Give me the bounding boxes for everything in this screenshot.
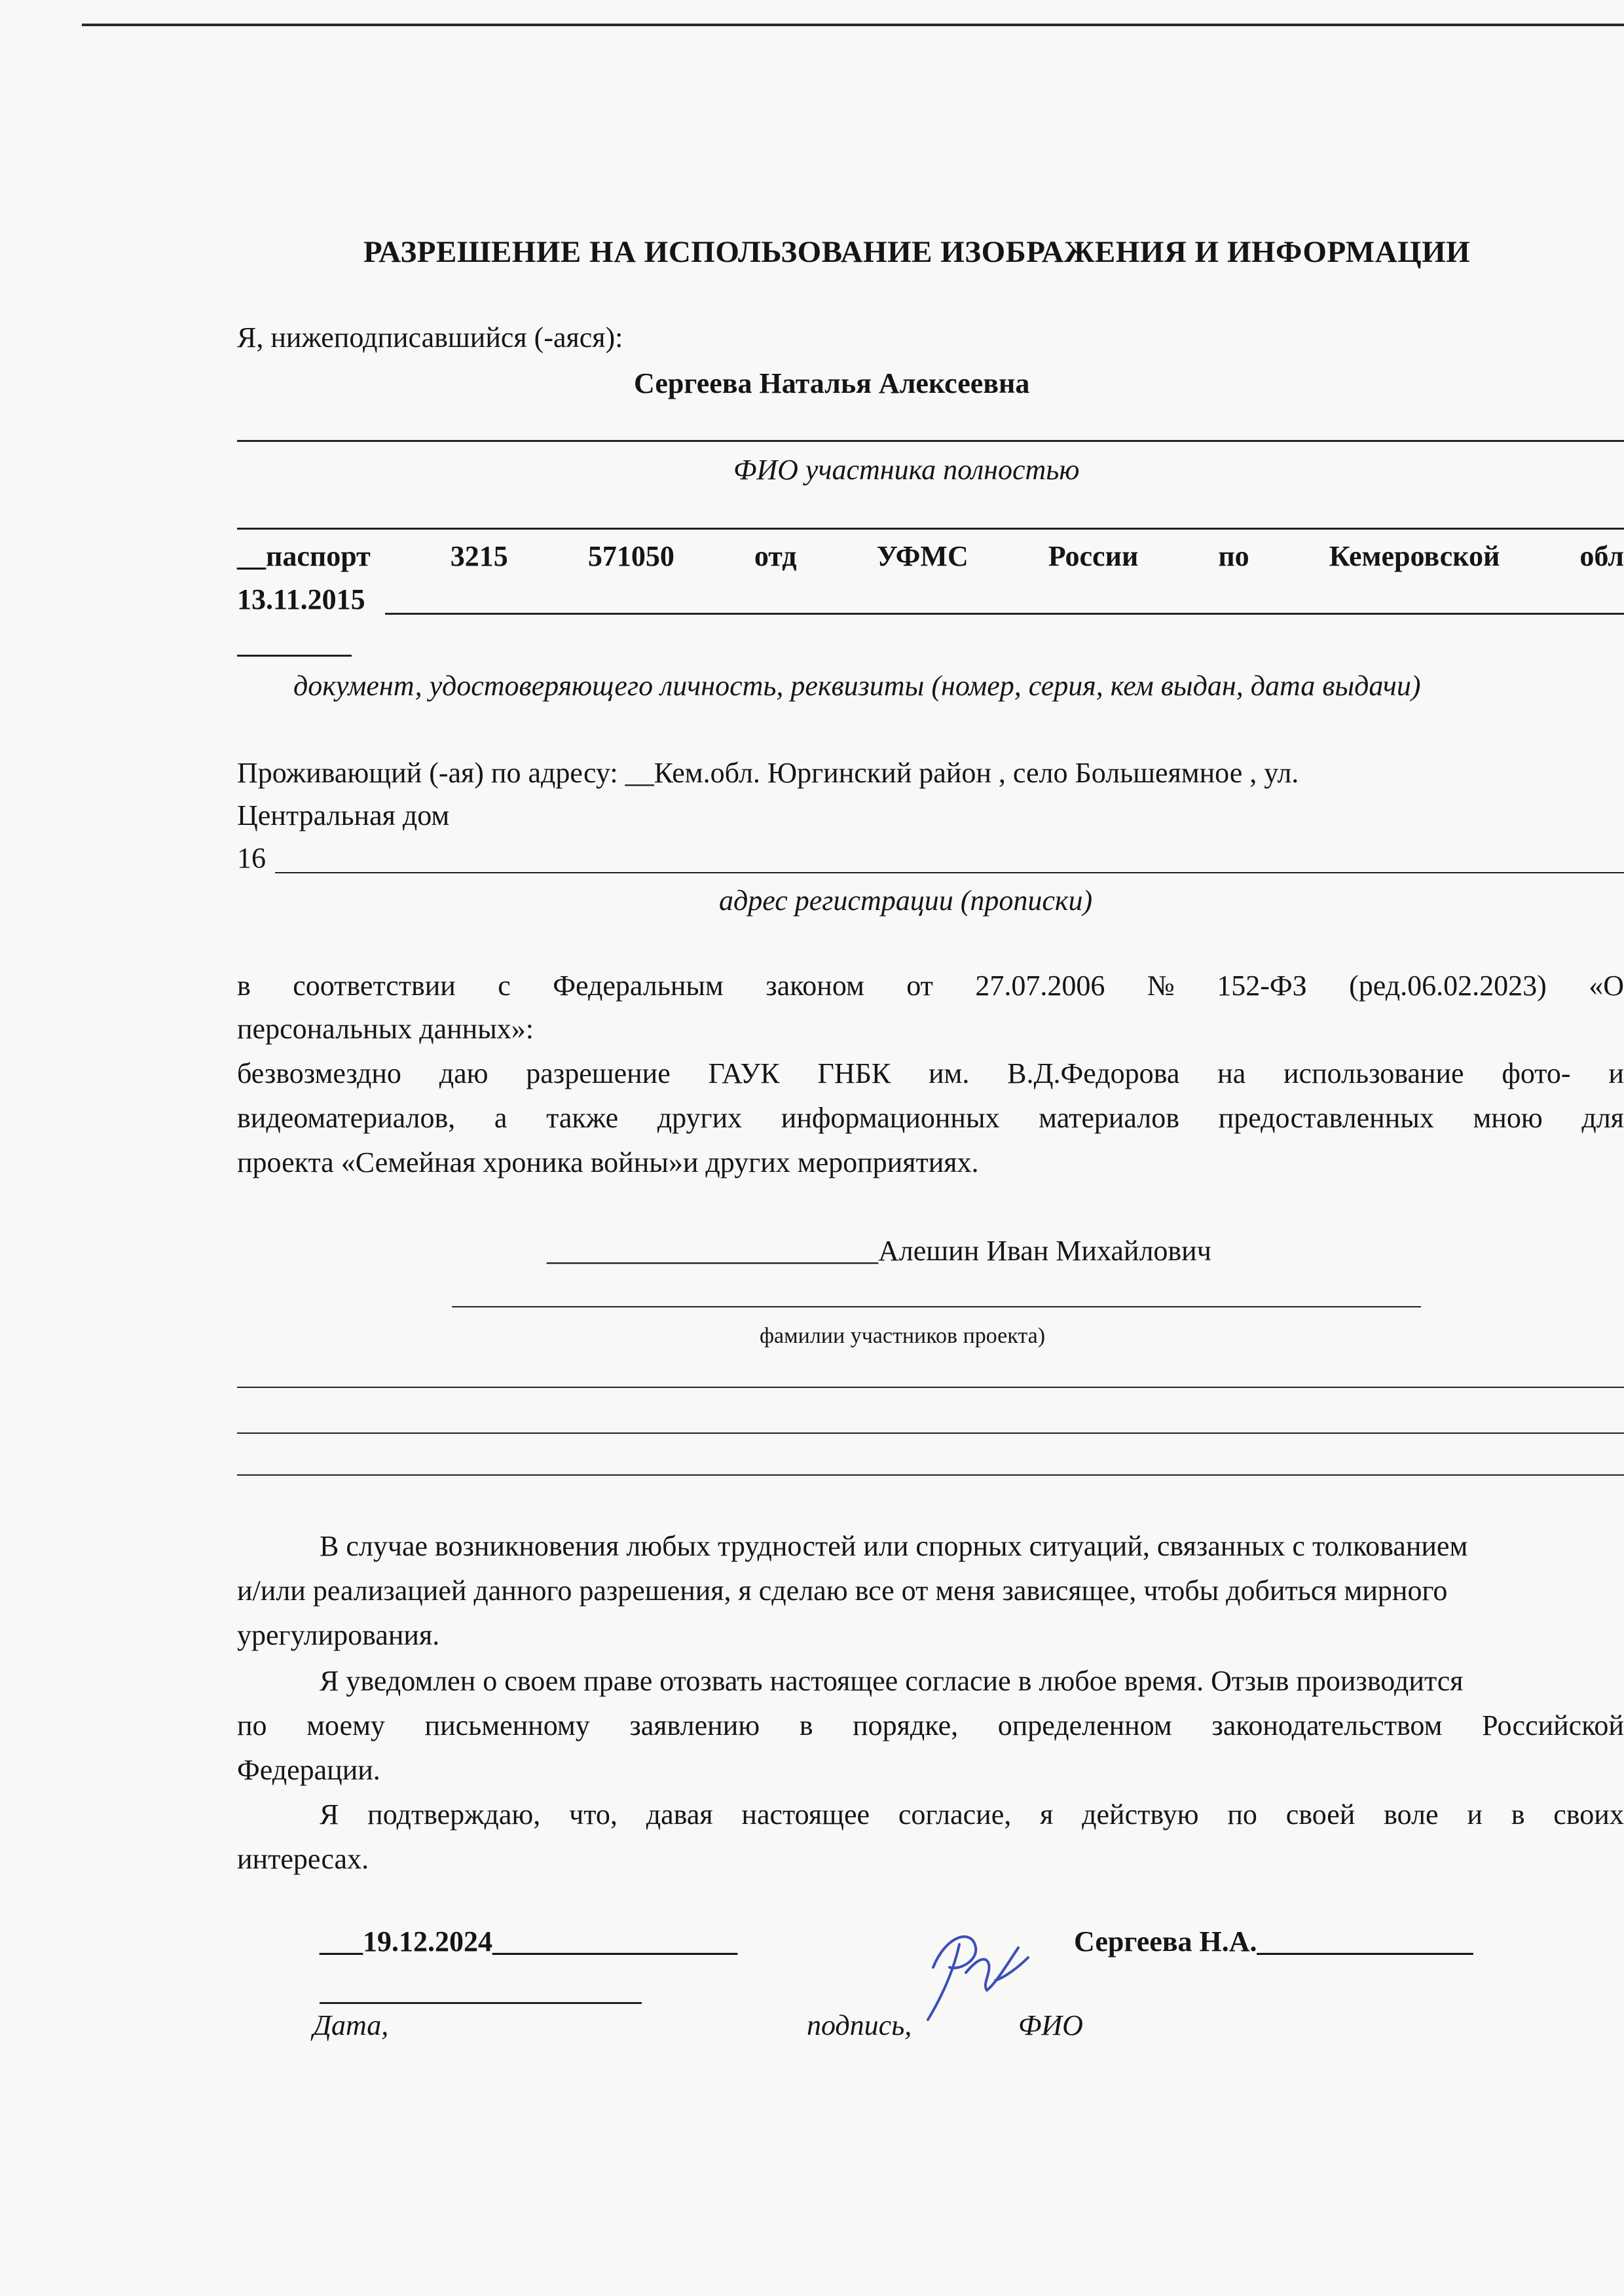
- law-word: (ред.06.02.2023): [1349, 970, 1547, 1002]
- permission-word: В.Д.Федорова: [1007, 1057, 1180, 1089]
- paragraph-word: заявлению: [629, 1709, 760, 1741]
- participants-underline: [452, 1306, 1421, 1307]
- sign-name: Сергеева Н.А._______________: [1074, 1925, 1473, 1958]
- passport-underline: [385, 613, 1624, 615]
- permission-word: других: [657, 1102, 743, 1134]
- caption-fio: ФИО участника полностью: [733, 454, 1080, 486]
- permission-line-3: проекта «Семейная хроника войны»и других мероприятиях.: [237, 1146, 979, 1178]
- paragraph-word: Я: [320, 1798, 339, 1831]
- paragraph-word: и: [1467, 1798, 1483, 1831]
- fio-underline: [237, 440, 1624, 442]
- passport-series: 3215: [450, 540, 508, 572]
- paragraph-word: действую: [1082, 1798, 1199, 1831]
- permission-word: для: [1581, 1102, 1624, 1134]
- permission-word: разрешение: [526, 1057, 671, 1089]
- sign-date: ___19.12.2024_________________: [320, 1925, 737, 1958]
- permission-word: и: [1608, 1057, 1624, 1089]
- paragraph-3-line-1: [320, 1798, 1624, 1831]
- signature-stroke: [928, 1937, 1028, 2020]
- paragraph-word: по: [237, 1709, 267, 1741]
- permission-word: даю: [439, 1057, 489, 1089]
- passport-word: отд: [754, 540, 797, 572]
- separator-line: [237, 528, 1624, 530]
- permission-word: безвозмездно: [237, 1057, 401, 1089]
- permission-word: предоставленных: [1218, 1102, 1434, 1134]
- paragraph-word: я: [1040, 1798, 1054, 1831]
- label-fio: ФИО: [1018, 2009, 1083, 2041]
- paragraph-word: в: [799, 1709, 813, 1741]
- law-word: 152-ФЗ: [1217, 970, 1307, 1002]
- paragraph-word: Российской: [1482, 1709, 1624, 1741]
- paragraph-word: что,: [569, 1798, 618, 1831]
- blank-line-2: [237, 1432, 1624, 1434]
- paragraph-word: воле: [1384, 1798, 1439, 1831]
- participant-name: Сергеева Наталья Алексеевна: [634, 367, 1030, 399]
- permission-word: ГАУК: [708, 1057, 780, 1089]
- paragraph-2-line-3: Федерации.: [237, 1754, 380, 1786]
- law-word: с: [498, 970, 511, 1002]
- paragraph-word: своей: [1285, 1798, 1356, 1831]
- permission-word: материалов: [1039, 1102, 1180, 1134]
- passport-line: [237, 539, 1624, 573]
- blank-line-3: [237, 1474, 1624, 1476]
- caption-address: адрес регистрации (прописки): [719, 884, 1093, 917]
- permission-word: видеоматериалов,: [237, 1102, 456, 1134]
- paragraph-word: определенном: [997, 1709, 1172, 1741]
- law-word: законом: [766, 970, 864, 1002]
- law-word: соответствии: [293, 970, 456, 1002]
- paragraph-word: по: [1227, 1798, 1257, 1831]
- paragraph-2-line-1: Я уведомлен о своем праве отозвать настоящее согласие в любое время. Отзыв производится: [320, 1665, 1464, 1697]
- paragraph-word: подтверждаю,: [367, 1798, 541, 1831]
- paragraph-1-line-3: урегулирования.: [237, 1619, 440, 1651]
- law-word: в: [237, 970, 251, 1002]
- caption-document: документ, удостоверяющего личность, реквизиты (номер, серия, кем выдан, дата выдачи): [293, 670, 1421, 702]
- permission-word: использование: [1283, 1057, 1464, 1089]
- blank-line-1: [237, 1387, 1624, 1388]
- paragraph-word: давая: [646, 1798, 713, 1831]
- paragraph-word: моему: [306, 1709, 385, 1741]
- permission-word: мною: [1473, 1102, 1543, 1134]
- scan-edge-line: [82, 24, 1624, 26]
- caption-participants: фамилии участников проекта): [760, 1324, 1046, 1348]
- project-participant: _______________________Алешин Иван Михайлович: [547, 1235, 1211, 1267]
- passport-date: 13.11.2015: [237, 583, 365, 615]
- permission-word: информационных: [781, 1102, 1000, 1134]
- passport-underline-short: [237, 655, 352, 657]
- law-line-2: персональных данных»:: [237, 1013, 534, 1045]
- passport-word: __паспорт: [237, 540, 371, 572]
- paragraph-word: своих: [1553, 1798, 1624, 1831]
- paragraph-3-line-2: интересах.: [237, 1843, 369, 1875]
- paragraph-word: порядке,: [853, 1709, 959, 1741]
- law-word: «О: [1589, 970, 1624, 1002]
- address-underline: [275, 872, 1624, 873]
- paragraph-word: согласие,: [898, 1798, 1012, 1831]
- permission-word: на: [1217, 1057, 1246, 1089]
- address-line-2: Центральная дом: [237, 799, 450, 831]
- law-word: 27.07.2006: [975, 970, 1105, 1002]
- paragraph-word: законодательством: [1211, 1709, 1443, 1741]
- law-line-1: [237, 969, 1624, 1002]
- paragraph-1-line-2: и/или реализацией данного разрешения, я сделаю все от меня зависящее, чтобы добиться мирного: [237, 1575, 1448, 1607]
- paragraph-2-line-2: [237, 1709, 1624, 1742]
- passport-word: УФМС: [876, 540, 969, 572]
- address-line-1: Проживающий (-ая) по адресу: __Кем.обл. Юргинский район , село Большеямное , ул.: [237, 757, 1299, 789]
- date-underline: [320, 2002, 642, 2004]
- passport-word: обл: [1579, 540, 1624, 572]
- label-signature: подпись,: [807, 2009, 912, 2041]
- paragraph-1-line-1: В случае возникновения любых трудностей или спорных ситуаций, связанных с толкованием: [320, 1530, 1468, 1562]
- paragraph-word: настоящее: [741, 1798, 870, 1831]
- permission-word: также: [546, 1102, 619, 1134]
- passport-word: России: [1048, 540, 1139, 572]
- label-date: Дата,: [313, 2009, 389, 2041]
- permission-line-1: [237, 1057, 1624, 1090]
- permission-word: им.: [929, 1057, 970, 1089]
- document-title: РАЗРЕШЕНИЕ НА ИСПОЛЬЗОВАНИЕ ИЗОБРАЖЕНИЯ И ИНФОРМАЦИИ: [363, 235, 1471, 269]
- passport-word: Кемеровской: [1329, 540, 1500, 572]
- paragraph-word: письменному: [424, 1709, 590, 1741]
- permission-line-2: [237, 1101, 1624, 1135]
- permission-word: ГНБК: [817, 1057, 891, 1089]
- paragraph-word: в: [1511, 1798, 1525, 1831]
- law-word: от: [906, 970, 933, 1002]
- passport-word: по: [1218, 540, 1249, 572]
- law-word: Федеральным: [553, 970, 724, 1002]
- address-line-3: 16: [237, 842, 266, 874]
- law-word: №: [1147, 970, 1175, 1002]
- permission-word: а: [494, 1102, 507, 1134]
- passport-number: 571050: [587, 540, 674, 572]
- permission-word: фото-: [1502, 1057, 1571, 1089]
- intro-text: Я, нижеподписавшийся (-аяся):: [237, 321, 623, 354]
